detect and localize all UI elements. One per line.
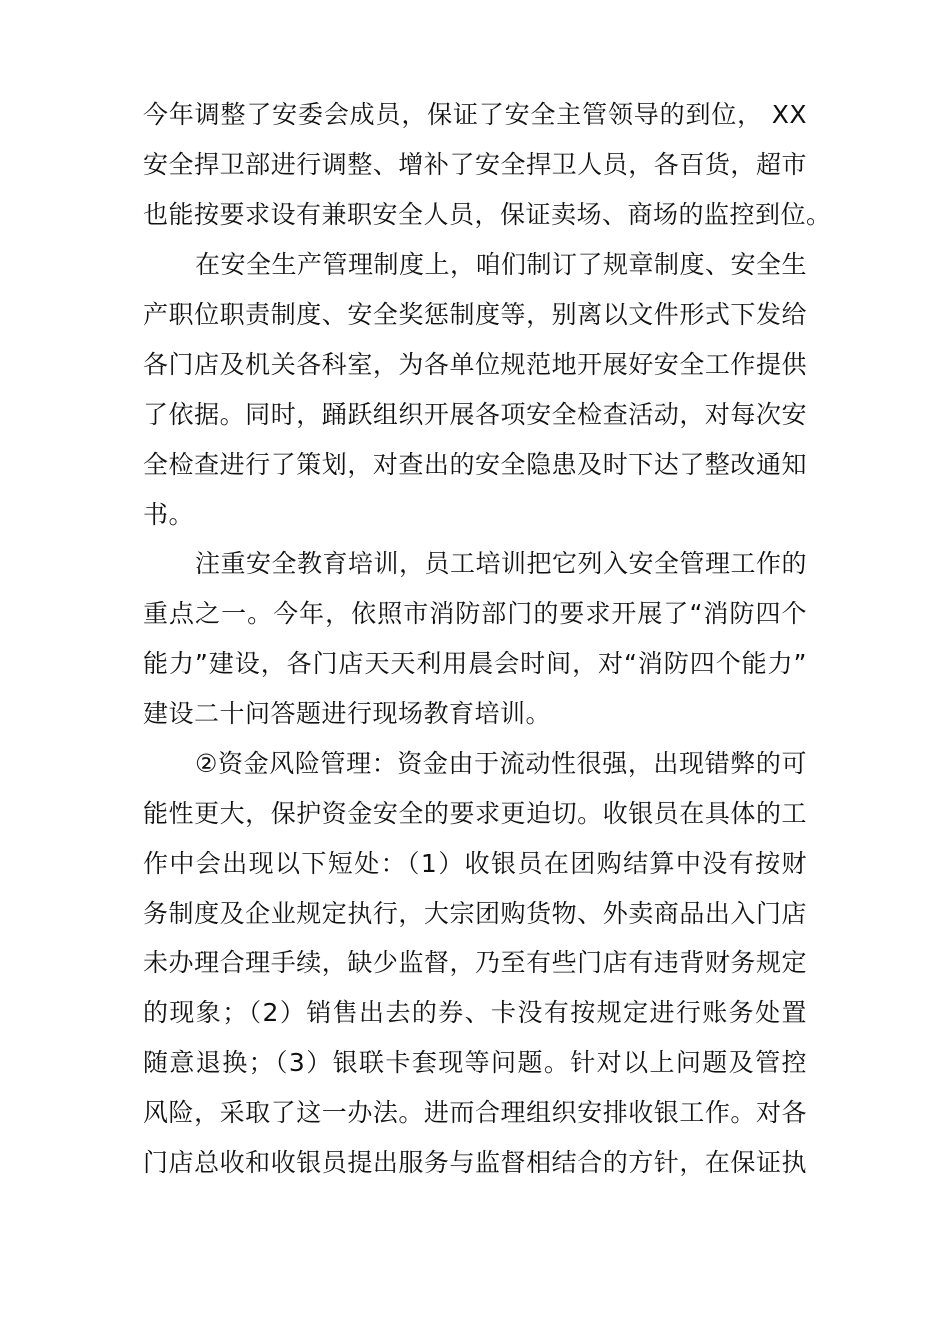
text-line: 也能按要求设有兼职安全人员，保证卖场、商场的监控到位。 bbox=[143, 200, 832, 229]
text-line: 重点之一。今年，依照市消防部门的要求开展了“消防四个 bbox=[143, 599, 807, 628]
text-line: 了依据。同时，踊跃组织开展各项安全检查活动，对每次安 bbox=[143, 400, 807, 429]
text-line: 风险，采取了这一办法。进而合理组织安排收银工作。对各 bbox=[143, 1098, 807, 1127]
text-line: 产职位职责制度、安全奖惩制度等，别离以文件形式下发给 bbox=[143, 300, 807, 329]
text-line: 书。 bbox=[143, 500, 195, 529]
paragraph-first-line: 注重安全教育培训，员工培训把它列入安全管理工作的 bbox=[195, 549, 808, 578]
paragraph-first-line: ②资金风险管理：资金由于流动性很强，出现错弊的可 bbox=[195, 749, 807, 778]
text-line: 务制度及企业规定执行，大宗团购货物、外卖商品出入门店 bbox=[143, 899, 807, 928]
text-line: 未办理合理手续，缺少监督，乃至有些门店有违背财务规定 bbox=[143, 948, 807, 977]
text-line: 全检查进行了策划，对查出的安全隐患及时下达了整改通知 bbox=[143, 450, 807, 479]
text-line: 今年调整了安委会成员，保证了安全主管领导的到位， XX bbox=[143, 100, 807, 129]
text-line: 作中会出现以下短处：（1）收银员在团购结算中没有按财 bbox=[143, 849, 807, 878]
paragraph-first-line: 在安全生产管理制度上，咱们制订了规章制度、安全生 bbox=[195, 250, 808, 279]
text-line: 建设二十问答题进行现场教育培训。 bbox=[143, 699, 552, 728]
text-line: 安全捍卫部进行调整、增补了安全捍卫人员，各百货，超市 bbox=[143, 150, 807, 179]
text-line: 随意退换；（3）银联卡套现等问题。针对以上问题及管控 bbox=[143, 1048, 807, 1077]
text-line: 各门店及机关各科室，为各单位规范地开展好安全工作提供 bbox=[143, 350, 807, 379]
text-line: 门店总收和收银员提出服务与监督相结合的方针，在保证执 bbox=[143, 1148, 807, 1177]
text-line: 能力”建设，各门店天天利用晨会时间，对“消防四个能力” bbox=[143, 649, 807, 678]
text-line: 能性更大，保护资金安全的要求更迫切。收银员在具体的工 bbox=[143, 799, 807, 828]
text-line: 的现象；（2）销售出去的券、卡没有按规定进行账务处置 bbox=[143, 998, 807, 1027]
